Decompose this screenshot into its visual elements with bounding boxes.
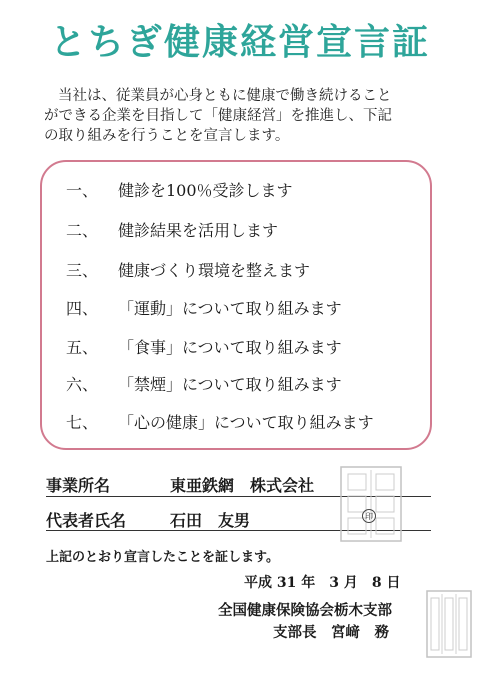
company-label: 事業所名: [46, 476, 111, 495]
declaration-number: 三、: [66, 261, 99, 280]
declaration-number: 七、: [66, 413, 99, 432]
declaration-text: 「運動」について取り組みます: [118, 299, 342, 318]
declaration-number: 四、: [66, 299, 99, 318]
declaration-text: 健康づくり環境を整えます: [118, 261, 311, 280]
representative-name: 石田 友男: [170, 511, 251, 530]
declaration-text: 「禁煙」について取り組みます: [118, 375, 342, 394]
company-name: 東亜鉄網 株式会社: [170, 476, 315, 495]
intro-line: の取り組みを行うことを宣言します。: [44, 128, 290, 144]
issuer-organization: 全国健康保険協会栃木支部: [218, 603, 392, 619]
declaration-text: 健診結果を活用します: [118, 221, 279, 240]
issuer-seal-stamp: [426, 590, 472, 658]
company-seal-stamp: [340, 466, 402, 542]
declaration-number: 一、: [66, 181, 99, 200]
declaration-item: [66, 218, 278, 241]
declaration-text: 健診を100％受診します: [118, 181, 293, 200]
intro-line: 当社は、従業員が心身ともに健康で働き続けること: [58, 88, 392, 104]
issue-date: 平成 31 年 3 月 8 日: [244, 575, 401, 591]
declarations-frame: [40, 160, 432, 450]
declaration-item: [66, 335, 342, 358]
intro-paragraph: [44, 86, 444, 146]
representative-label: 代表者氏名: [46, 511, 127, 530]
declaration-text: 「心の健康」について取り組みます: [118, 413, 374, 432]
declaration-item: [66, 372, 342, 395]
declaration-item: [66, 410, 374, 433]
declaration-number: 六、: [66, 375, 99, 394]
declaration-item: [66, 258, 310, 281]
issuer-chief: 支部長 宮﨑 務: [273, 625, 389, 641]
certificate-title: とちぎ健康経営宣言証: [49, 21, 430, 63]
declaration-item: [66, 296, 342, 319]
declaration-number: 五、: [66, 338, 99, 357]
declaration-item: [66, 178, 293, 201]
company-row: [46, 473, 315, 496]
representative-row: [46, 508, 251, 531]
intro-line: ができる企業を目指して「健康経営」を推進し、下記: [44, 108, 392, 124]
certification-statement: 上記のとおり宣言したことを証します。: [46, 550, 279, 565]
declaration-number: 二、: [66, 221, 99, 240]
declaration-text: 「食事」について取り組みます: [118, 338, 342, 357]
seal-mark: 印: [362, 509, 376, 523]
issuer-block: [218, 600, 392, 644]
